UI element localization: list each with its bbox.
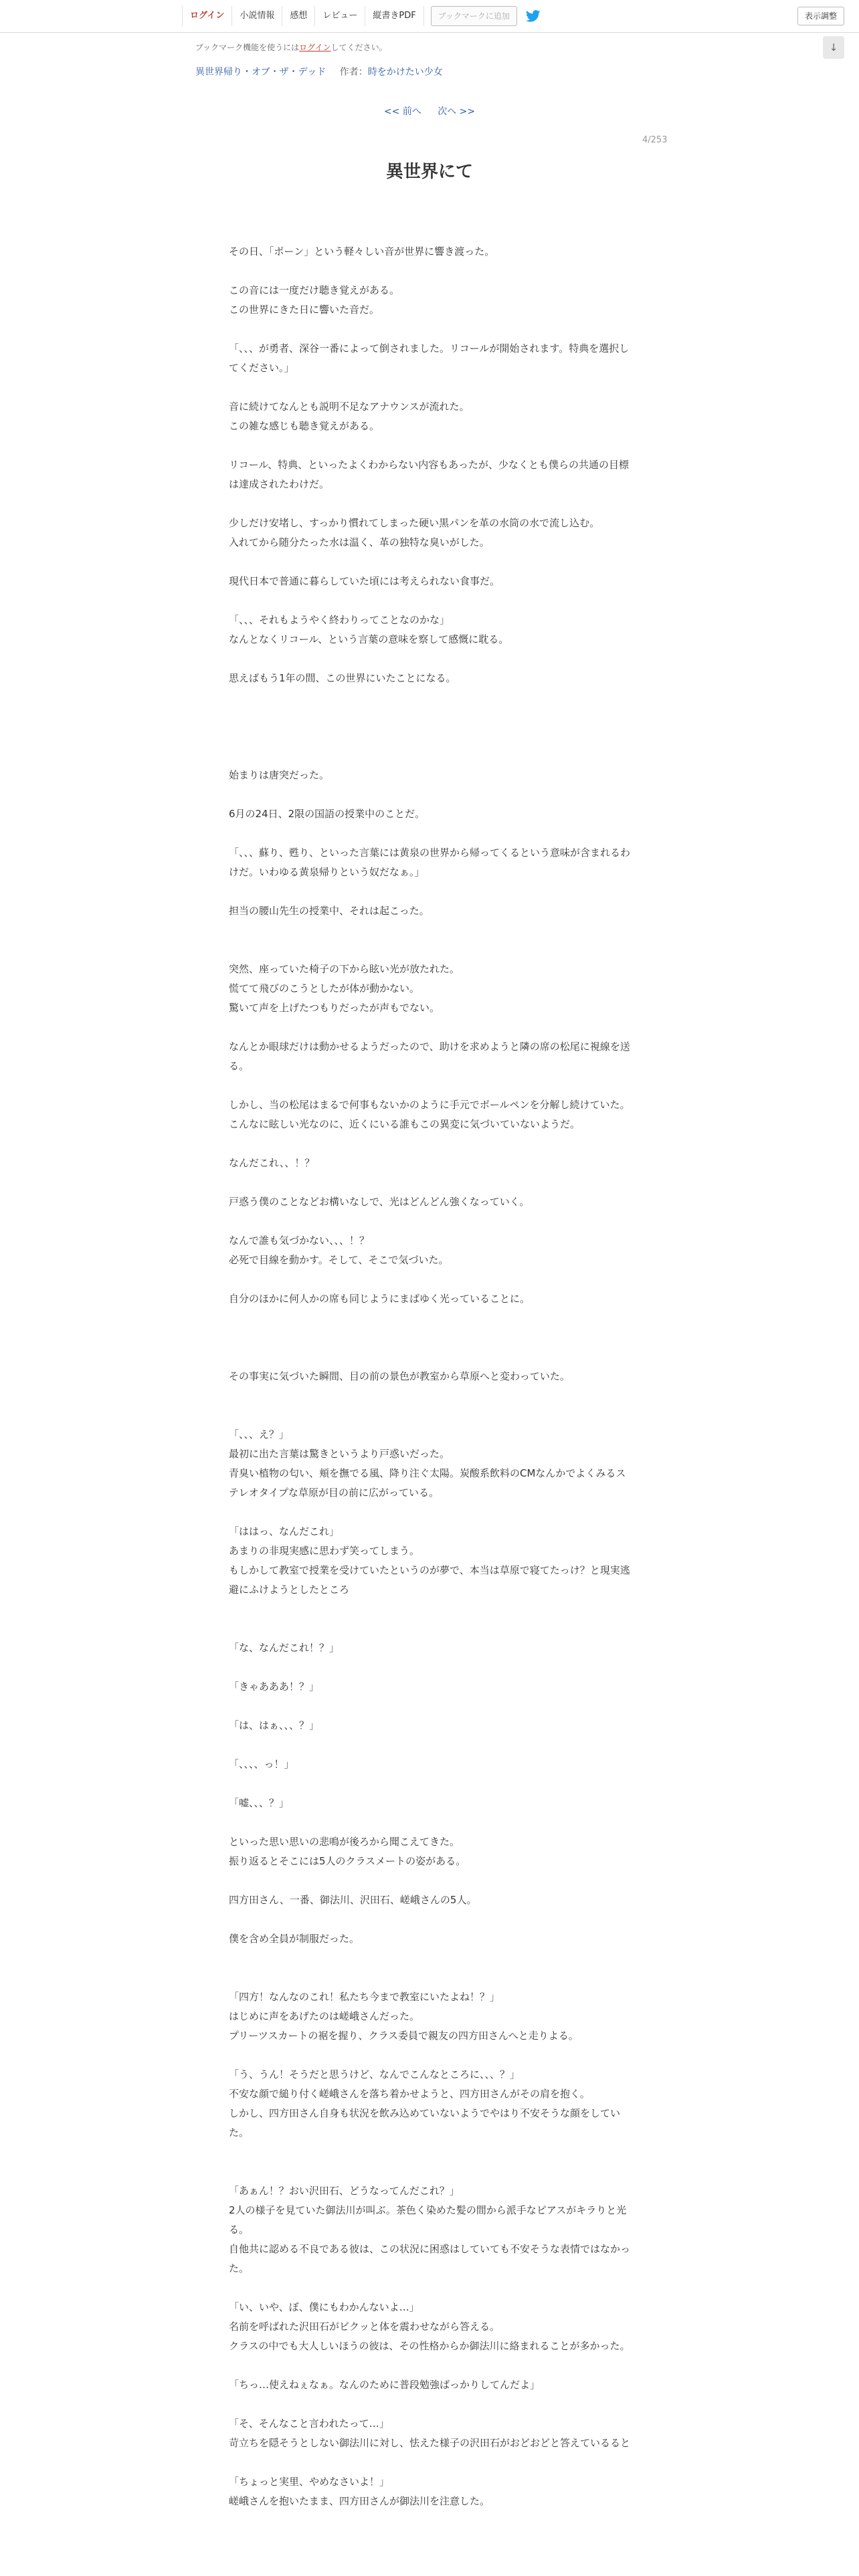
novel-paragraph: 「、、、、っ！」	[229, 1758, 294, 1770]
arrow-down-icon: ↓	[829, 41, 838, 53]
notice-before: ブックマーク機能を使うには	[195, 43, 300, 52]
novel-paragraph: 「きゃあああ！？」	[229, 1681, 320, 1693]
chapter-counter: 4/253	[642, 135, 668, 145]
chapter-title: 異世界にて	[385, 162, 473, 182]
novel-paragraph: リコール、特典、といったよくわからない内容もあったが、少なくとも僕らの共通の目標は達成されたわけだ。	[229, 459, 630, 490]
notice-login-link[interactable]: ログイン	[299, 43, 331, 52]
novel-paragraph: なんとか眼球だけは動かせるようだったので、助けを求めようと隣の席の松尾に視線を送る。	[229, 1041, 630, 1072]
novel-paragraph: この雑な感じも聴き覚えがある。	[229, 420, 380, 432]
prev-chapter-link[interactable]: << 前へ	[383, 106, 421, 117]
novel-paragraph: もしかして教室で授業を受けていたというのが夢で、本当は草原で寝てたっけ？と現実逃避にふけようとしたところ	[229, 1564, 630, 1596]
novel-paragraph: はじめに声をあげたのは嵯峨さんだった。	[229, 2010, 420, 2022]
novel-paragraph: 「、、、それもようやく終わりってことなのかな」	[229, 614, 450, 626]
novel-paragraph: 不安な顔で縋り付く嵯峨さんを落ち着かせようと、四方田さんがその肩を抱く。	[229, 2088, 590, 2100]
novel-paragraph: 「そ、そんなこと言われたって…」	[229, 2418, 389, 2430]
next-chapter-link[interactable]: 次へ >>	[438, 106, 476, 117]
novel-paragraph: 苛立ちを隠そうとしない御法川に対し、怯えた様子の沢田石がおどおどと答えているると	[229, 2437, 631, 2449]
series-info	[195, 65, 443, 78]
display-settings-button[interactable]: 表示調整	[797, 7, 844, 25]
novel-paragraph: 「、、、え？」	[229, 1428, 290, 1440]
novel-paragraph: なんで誰も気づかない、、、！？	[229, 1235, 370, 1247]
series-title-link[interactable]: 異世界帰り・オブ・ザ・デッド	[195, 67, 326, 78]
add-bookmark-button[interactable]: ブックマークに追加	[431, 6, 517, 26]
novel-paragraph: 名前を呼ばれた沢田石がビクッと体を震わせながら答える。	[229, 2321, 500, 2333]
novel-paragraph: なんとなくリコール、という言葉の意味を察して感慨に耽る。	[229, 633, 509, 645]
novel-paragraph: 突然、座っていた椅子の下から眩い光が放たれた。	[229, 963, 460, 975]
novel-paragraph: 思えばもう1年の間、この世界にいたことになる。	[229, 672, 456, 684]
bookmark-notice	[195, 41, 387, 53]
impressions-link[interactable]: 感想	[282, 6, 315, 26]
novel-paragraph: 音に続けてなんとも説明不足なアナウンスが流れた。	[229, 401, 470, 413]
twitter-icon[interactable]	[525, 9, 541, 23]
novel-paragraph: 自分のほかに何人かの席も同じようにまばゆく光っていることに。	[229, 1293, 531, 1305]
novel-paragraph: 最初に出た言葉は驚きというより戸惑いだった。	[229, 1448, 450, 1460]
novel-paragraph: その事実に気づいた瞬間、目の前の景色が教室から草原へと変わっていた。	[229, 1370, 570, 1382]
novel-paragraph: 2人の様子を見ていた御法川が叫ぶ。茶色く染めた髪の間から派手なピアスがキラりと光る。	[229, 2204, 627, 2236]
novel-paragraph: しかし、四方田さん自身も状況を飲み込めていないようでやはり不安そうな顔をしていた。	[229, 2107, 621, 2139]
novel-paragraph: 担当の腰山先生の授業中、それは起こった。	[229, 905, 430, 917]
novel-paragraph: 僕を含め全員が制服だった。	[229, 1933, 360, 1945]
novel-paragraph: 少しだけ安堵し、すっかり慣れてしまった硬い黒パンを革の水筒の水で流し込む。	[229, 517, 600, 529]
novel-paragraph: 「ちょっと実里、やめなさいよ！」	[229, 2476, 390, 2488]
novel-paragraph: 「ちっ…使えねぇなぁ。なんのために普段勉強ばっかりしてんだよ」	[229, 2379, 541, 2391]
novel-paragraph: クラスの中でも大人しいほうの彼は、その性格からか御法川に絡まれることが多かった。	[229, 2340, 630, 2352]
novel-paragraph: 「、、、蘇り、甦り、といった言葉には黄泉の世界から帰ってくるという意味が含まれるわけだ。いわゆる黄泉帰りという奴だなぁ。」	[229, 847, 631, 878]
novel-paragraph: 嵯峨さんを抱いたまま、四方田さんが御法川を注意した。	[229, 2495, 490, 2507]
novel-paragraph: 「、、、が勇者、深谷一番によって倒されました。リコールが開始されます。特典を選択してください。」	[229, 342, 630, 374]
novel-paragraph: 現代日本で普通に暮らしていた頃には考えられない食事だ。	[229, 575, 500, 587]
novel-paragraph: 必死で目線を動かす。そして、そこで気づいた。	[229, 1254, 449, 1266]
novel-paragraph: 青臭い植物の匂い、頬を撫でる風、降り注ぐ太陽。炭酸系飲料のCMなんかでよくみるステレオタイプな草原が目の前に広がっている。	[229, 1467, 626, 1499]
novel-paragraph: 「う、うん！そうだと思うけど、なんでこんなところに、、、？」	[229, 2068, 520, 2080]
novel-paragraph: 6月の24日、2限の国語の授業中のことだ。	[229, 808, 425, 820]
top-navigation-bar	[0, 0, 859, 33]
novel-paragraph: 「い、いや、ぼ、僕にもわかんないよ…」	[229, 2301, 419, 2313]
twitter-bird-icon	[526, 10, 541, 22]
scroll-down-button[interactable]	[823, 36, 844, 59]
novel-paragraph: 「な、なんだこれ！？」	[229, 1642, 340, 1654]
novel-paragraph: 四方田さん、一番、御法川、沢田石、嵯峨さんの5人。	[229, 1894, 477, 1906]
nav-menu	[182, 6, 541, 26]
novel-paragraph: 「ははっ、なんだこれ」	[229, 1525, 340, 1537]
novel-paragraph: こんなに眩しい光なのに、近くにいる誰もこの異変に気づいていないようだ。	[229, 1118, 581, 1130]
novel-paragraph: 「あぁん！？おい沢田石、どうなってんだこれ？」	[229, 2185, 460, 2197]
author-label: 作者：	[339, 67, 368, 78]
novel-paragraph: 「は、はぁ、、、？」	[229, 1719, 320, 1731]
novel-paragraph: 振り返るとそこには5人のクラスメートの姿がある。	[229, 1855, 466, 1867]
novel-paragraph: 入れてから随分たった水は温く、革の独特な臭いがした。	[229, 536, 490, 548]
novel-info-link[interactable]: 小説情報	[232, 6, 282, 26]
novel-paragraph: 始まりは唐突だった。	[229, 769, 330, 781]
novel-paragraph: 「嘘、、、？」	[229, 1797, 290, 1809]
novel-paragraph: 自他共に認める不良である彼は、この状況に困惑はしていても不安そうな表情ではなかった。	[229, 2243, 631, 2274]
novel-paragraph: といった思い思いの悲鳴が後ろから聞こえてきた。	[229, 1836, 460, 1848]
novel-paragraph: 「四方！なんなのこれ！私たち今まで教室にいたよね！？」	[229, 1991, 500, 2003]
novel-paragraph: あまりの非現実感に思わず笑ってしまう。	[229, 1545, 420, 1557]
login-link[interactable]: ログイン	[182, 6, 232, 26]
author-link[interactable]: 時をかけたい少女	[367, 67, 443, 78]
novel-paragraph: その日、「ポーン」という軽々しい音が世界に響き渡った。	[229, 245, 495, 257]
vertical-pdf-link[interactable]: 縦書きPDF	[365, 6, 423, 26]
novel-paragraph: 慌てて飛びのこうとしたが体が動かない。	[229, 982, 420, 994]
novel-paragraph: なんだこれ、、！？	[229, 1157, 315, 1169]
novel-paragraph: 戸惑う僕のことなどお構いなしで、光はどんどん強くなっていく。	[229, 1196, 530, 1208]
novel-body	[229, 242, 630, 2511]
chapter-pager	[0, 104, 859, 118]
novel-paragraph: 驚いて声を上げたつもりだったが声もでない。	[229, 1002, 440, 1014]
novel-paragraph: プリーツスカートの裾を握り、クラス委員で親友の四方田さんへと走りよる。	[229, 2030, 579, 2042]
notice-after: してください。	[330, 43, 387, 52]
novel-paragraph: この音には一度だけ聴き覚えがある。	[229, 284, 400, 296]
novel-paragraph: この世界にきた日に響いた音だ。	[229, 304, 380, 316]
novel-paragraph: しかし、当の松尾はまるで何事もないかのように手元でボールペンを分解し続けていた。	[229, 1099, 630, 1111]
review-link[interactable]: レビュー	[315, 6, 365, 26]
